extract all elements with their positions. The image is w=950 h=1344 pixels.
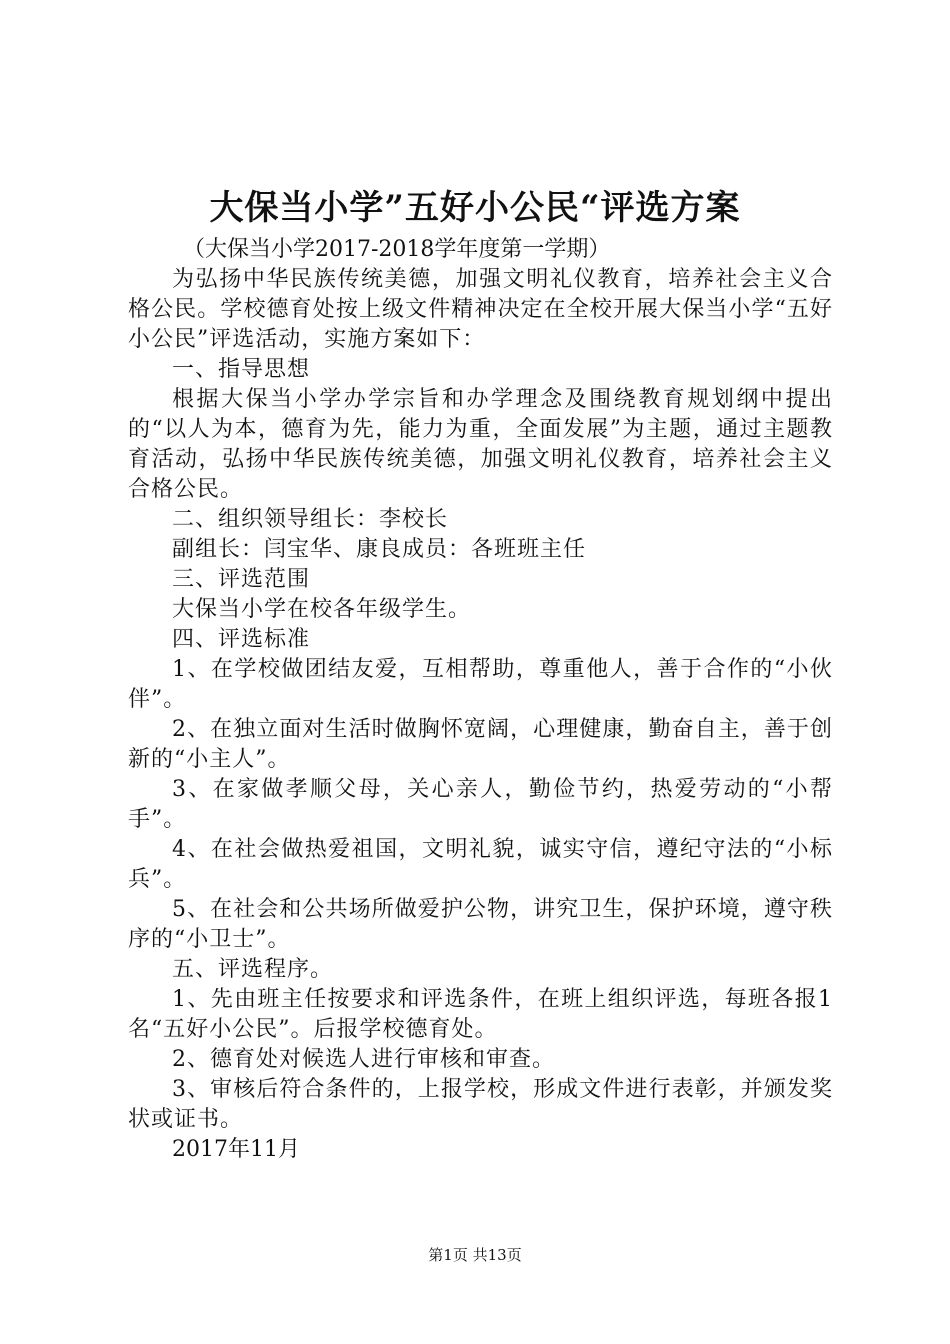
- intro-paragraph: 为弘扬中华民族传统美德，加强文明礼仪教育，培养社会主义合格公民。学校德育处按上级文件精神决定在全校开展大保当小学“五好小公民”评选活动，实施方案如下：: [128, 267, 833, 352]
- criteria-item: 3、在家做孝顺父母，关心亲人，勤俭节约，热爱劳动的“小帮手”。: [128, 777, 833, 832]
- scope-paragraph: 大保当小学在校各年级学生。: [172, 597, 472, 622]
- section-heading-leadership: 二、组织领导组长：李校长: [172, 507, 449, 532]
- page-indicator: 第1页 共13页: [428, 1246, 522, 1264]
- criteria-item: 1、在学校做团结友爱，互相帮助，尊重他人，善于合作的“小伙伴”。: [128, 657, 833, 712]
- document-date: 2017年11月: [172, 1137, 300, 1162]
- procedure-item: 2、德育处对候选人进行审核和审查。: [172, 1047, 555, 1072]
- guiding-thought-paragraph: 根据大保当小学办学宗旨和办学理念及围绕教育规划纲中提出的“以人为本，德育为先，能力为重，全面发展”为主题，通过主题教育活动，弘扬中华民族传统美德，加强文明礼仪教育，培养社会主义合格公民。: [128, 387, 833, 502]
- criteria-item: 5、在社会和公共场所做爱护公物，讲究卫生，保护环境，遵守秩序的“小卫士”。: [128, 897, 833, 952]
- document-subtitle: （大保当小学2017-2018学年度第一学期）: [183, 237, 611, 262]
- section-heading-scope: 三、评选范围: [172, 567, 311, 592]
- procedure-item: 3、审核后符合条件的，上报学校，形成文件进行表彰，并颁发奖状或证书。: [128, 1077, 833, 1132]
- criteria-item: 4、在社会做热爱祖国，文明礼貌，诚实守信，遵纪守法的“小标兵”。: [128, 837, 833, 892]
- leadership-members-paragraph: 副组长：闫宝华、康良成员：各班班主任: [172, 537, 587, 562]
- document-body: [128, 235, 833, 1165]
- section-heading-criteria: 四、评选标准: [172, 627, 311, 652]
- document-title: 大保当小学”五好小公民“评选方案: [209, 188, 741, 228]
- section-heading-procedure: 五、评选程序。: [172, 957, 334, 982]
- procedure-item: 1、先由班主任按要求和评选条件，在班上组织评选，每班各报1名“五好小公民”。后报学校德育处。: [128, 987, 833, 1042]
- criteria-item: 2、在独立面对生活时做胸怀宽阔，心理健康，勤奋自主，善于创新的“小主人”。: [128, 717, 833, 772]
- section-heading-guiding-thought: 一、指导思想: [172, 357, 311, 382]
